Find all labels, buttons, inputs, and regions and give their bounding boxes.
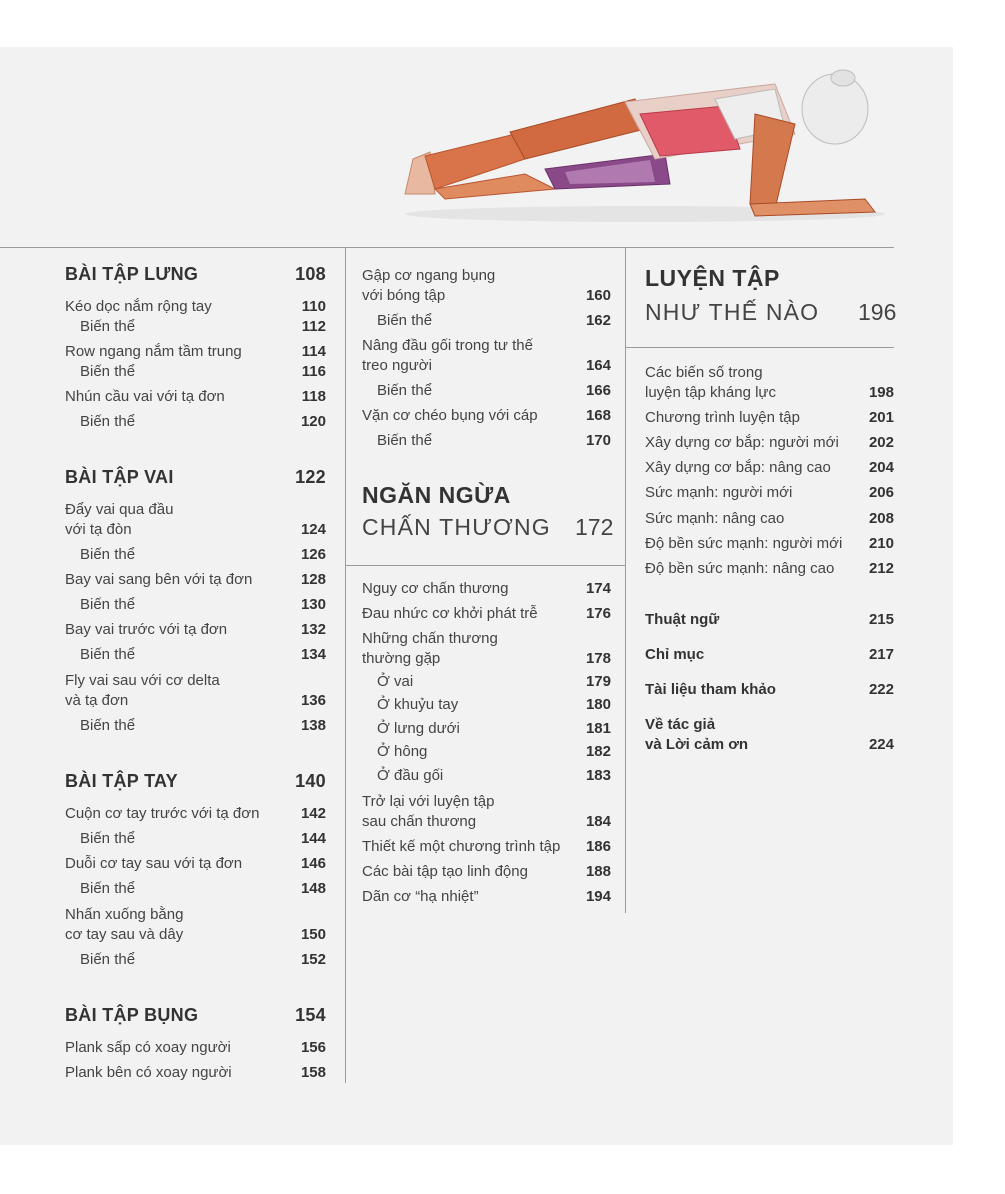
toc-entry-label-line1: Xây dựng cơ bắp: nâng cao xyxy=(645,459,831,476)
toc-entry-label-line1: Plank sấp có xoay người xyxy=(65,1039,231,1056)
chapter-page-number: 196 xyxy=(858,299,897,325)
toc-page-number: 183 xyxy=(585,767,611,784)
toc-entry[interactable] xyxy=(362,887,611,907)
anatomy-plank-illustration xyxy=(395,64,895,224)
toc-entry-label-line1: Vặn cơ chéo bụng với cáp xyxy=(362,407,538,424)
toc-page-number: 142 xyxy=(300,805,326,822)
toc-entry-label-line1: Biến thể xyxy=(377,432,433,449)
toc-entry-label-line2: luyện tập kháng lực xyxy=(645,384,776,401)
toc-entry-label-line1: Row ngang nắm tầm trung xyxy=(65,343,242,360)
toc-entry-label xyxy=(65,671,220,711)
toc-entry-label-line1: Biến thể xyxy=(80,363,136,380)
toc-page-number: 179 xyxy=(585,673,611,690)
toc-page-number: 184 xyxy=(585,813,611,830)
toc-entry-label xyxy=(362,579,508,599)
toc-entry-label-line1: Đẩy vai qua đầu xyxy=(65,501,174,518)
toc-entry[interactable] xyxy=(645,433,894,453)
toc-entry-label xyxy=(377,381,432,401)
toc-entry-label-line1: Nhún cầu vai với tạ đơn xyxy=(65,388,225,405)
toc-entry[interactable] xyxy=(65,595,326,615)
toc-entry[interactable] xyxy=(65,716,326,736)
toc-entry[interactable] xyxy=(65,342,326,362)
toc-entry[interactable] xyxy=(362,862,611,882)
toc-page-number: 120 xyxy=(300,413,326,430)
toc-page-number: 206 xyxy=(868,484,894,501)
toc-entry[interactable] xyxy=(645,645,894,665)
toc-entry-label xyxy=(645,645,704,665)
toc-entry-label xyxy=(377,431,432,451)
toc-entry-label xyxy=(645,433,839,453)
toc-entry-label-line1: Fly vai sau với cơ delta xyxy=(65,672,220,689)
toc-entry-label xyxy=(80,879,135,899)
toc-entry[interactable] xyxy=(362,406,611,426)
toc-entry[interactable] xyxy=(645,715,894,755)
toc-entry-label xyxy=(377,742,427,762)
toc-entry[interactable] xyxy=(362,695,611,715)
toc-entry[interactable] xyxy=(362,742,611,762)
toc-entry[interactable] xyxy=(65,671,326,711)
toc-page-number: 198 xyxy=(868,384,894,401)
toc-entry-label xyxy=(65,387,225,407)
toc-entry-label xyxy=(65,570,252,590)
toc-entry-label-line1: Bay vai sang bên với tạ đơn xyxy=(65,571,253,588)
toc-entry-label-line1: Ở vai xyxy=(377,673,414,690)
toc-entry-label xyxy=(65,1038,231,1058)
toc-entry[interactable] xyxy=(362,311,611,331)
section-title: BÀI TẬP BỤNG xyxy=(65,1005,199,1025)
toc-entry-label-line1: Ở hông xyxy=(377,743,428,760)
toc-entry-label xyxy=(362,604,538,624)
toc-page-number: 118 xyxy=(301,388,326,405)
toc-entry[interactable] xyxy=(645,534,894,554)
toc-entry-label-line1: Sức mạnh: nâng cao xyxy=(645,510,785,527)
toc-page-number: 116 xyxy=(301,363,326,380)
toc-entry-label xyxy=(65,620,227,640)
toc-entry[interactable] xyxy=(65,829,326,849)
toc-entry[interactable] xyxy=(362,766,611,786)
toc-entry[interactable] xyxy=(362,604,611,624)
toc-page-number: 124 xyxy=(300,521,326,538)
section-title: BÀI TẬP VAI xyxy=(65,467,174,487)
toc-entry-label-line1: Thuật ngữ xyxy=(645,611,720,628)
toc-entry[interactable] xyxy=(362,336,611,376)
toc-entry[interactable] xyxy=(65,905,326,945)
toc-page-number: 114 xyxy=(301,343,326,360)
toc-page-number: 178 xyxy=(585,650,611,667)
section-title: BÀI TẬP LƯNG xyxy=(65,264,199,284)
chapter-page-number: 172 xyxy=(575,514,614,540)
toc-entry-label-line1: Về tác giả xyxy=(645,716,716,733)
toc-entry-label-line1: Các bài tập tạo linh động xyxy=(362,863,528,880)
toc-entry-label-line1: Dãn cơ “hạ nhiệt” xyxy=(362,888,479,905)
toc-entry-label xyxy=(65,342,242,362)
toc-entry[interactable] xyxy=(645,610,894,630)
section-heading[interactable] xyxy=(65,771,326,792)
toc-entry-label-line1: Xây dựng cơ bắp: người mới xyxy=(645,434,839,451)
toc-page-number: 152 xyxy=(300,951,326,968)
toc-entry-label-line1: Trở lại với luyện tập xyxy=(362,793,495,810)
toc-entry[interactable] xyxy=(65,500,326,540)
toc-entry-label xyxy=(645,483,792,503)
toc-page-number: 166 xyxy=(585,382,611,399)
toc-page-number: 130 xyxy=(300,596,326,613)
toc-entry[interactable] xyxy=(362,837,611,857)
toc-page-number: 134 xyxy=(300,646,326,663)
chapter-title-line1: NGĂN NGỪA xyxy=(362,482,511,508)
toc-page-number: 224 xyxy=(868,736,894,753)
chapter-rule xyxy=(626,347,894,348)
toc-page-number: 156 xyxy=(300,1039,326,1056)
toc-entry[interactable] xyxy=(362,579,611,599)
chapter-title-line2: NHƯ THẾ NÀO xyxy=(645,299,820,325)
toc-entry-label-line2: sau chấn thương xyxy=(362,813,477,830)
section-page-number: 154 xyxy=(295,1005,326,1025)
toc-entry-label-line1: Biến thể xyxy=(80,646,136,663)
toc-entry-label-line1: Cuộn cơ tay trước với tạ đơn xyxy=(65,805,260,822)
toc-page-number: 170 xyxy=(585,432,611,449)
toc-page-number: 202 xyxy=(868,434,894,451)
toc-entry-label-line1: Ở khuỷu tay xyxy=(377,696,459,713)
toc-entry-label xyxy=(362,266,495,306)
toc-entry-label xyxy=(362,792,495,832)
toc-page-number: 110 xyxy=(301,298,326,315)
toc-entry-label-line1: Ở lưng dưới xyxy=(377,720,460,737)
toc-entry[interactable] xyxy=(645,509,894,529)
toc-page-number: 168 xyxy=(585,407,611,424)
toc-entry-label-line2: và Lời cảm ơn xyxy=(645,736,749,753)
toc-page-number: 128 xyxy=(300,571,326,588)
toc-page-number: 148 xyxy=(300,880,326,897)
section-heading[interactable] xyxy=(65,467,326,488)
toc-entry[interactable] xyxy=(65,620,326,640)
toc-entry-label-line1: Biến thể xyxy=(80,717,136,734)
toc-page-number: 138 xyxy=(300,717,326,734)
toc-entry[interactable] xyxy=(362,629,611,669)
toc-page-number: 136 xyxy=(300,692,326,709)
toc-entry-label xyxy=(645,363,776,403)
toc-entry-label-line1: Biến thể xyxy=(377,382,433,399)
toc-entry-label xyxy=(645,680,776,700)
toc-page-number: 158 xyxy=(300,1064,326,1081)
toc-entry[interactable] xyxy=(362,381,611,401)
toc-entry-label xyxy=(377,695,458,715)
toc-page-number: 222 xyxy=(868,681,894,698)
toc-entry-label xyxy=(80,412,135,432)
toc-entry-label-line1: Biến thể xyxy=(80,596,136,613)
toc-entry-label xyxy=(645,408,800,428)
section-page-number: 122 xyxy=(295,467,326,487)
toc-page-number: 160 xyxy=(585,287,611,304)
toc-page-number: 180 xyxy=(585,696,611,713)
toc-page-number: 217 xyxy=(868,646,894,663)
toc-entry[interactable] xyxy=(65,1038,326,1058)
toc-entry-label xyxy=(80,950,135,970)
toc-entry-label-line1: Sức mạnh: người mới xyxy=(645,484,793,501)
toc-page-number: 144 xyxy=(300,830,326,847)
section-heading[interactable] xyxy=(65,264,326,285)
toc-entry[interactable] xyxy=(362,266,611,306)
rule-top-col1 xyxy=(0,247,345,248)
toc-entry-label xyxy=(65,854,242,874)
toc-entry-label-line1: Độ bền sức mạnh: nâng cao xyxy=(645,560,835,577)
toc-entry-label xyxy=(80,595,135,615)
section-page-number: 140 xyxy=(295,771,326,791)
toc-entry-label xyxy=(362,336,533,376)
toc-entry[interactable] xyxy=(362,672,611,692)
toc-entry[interactable] xyxy=(65,297,326,317)
toc-entry-label-line1: Các biến số trong xyxy=(645,364,763,381)
toc-entry-label xyxy=(377,719,460,739)
toc-entry[interactable] xyxy=(645,483,894,503)
toc-entry[interactable] xyxy=(645,363,894,403)
toc-entry[interactable] xyxy=(65,387,326,407)
section-heading[interactable] xyxy=(65,1005,326,1026)
toc-page-number: 181 xyxy=(585,720,611,737)
toc-entry-label-line1: Biến thể xyxy=(80,318,136,335)
chapter-title-line1: LUYỆN TẬP xyxy=(645,265,780,291)
toc-entry-label-line2: và tạ đơn xyxy=(65,692,129,709)
toc-entry-label-line1: Những chấn thương xyxy=(362,630,498,647)
toc-entry-label xyxy=(377,311,432,331)
toc-page-number: 212 xyxy=(868,560,894,577)
toc-entry-label-line1: Gập cơ ngang bụng xyxy=(362,267,496,284)
toc-entry-label-line1: Biến thể xyxy=(377,312,433,329)
toc-entry-label-line1: Ở đầu gối xyxy=(377,767,444,784)
toc-entry-label xyxy=(645,458,831,478)
toc-entry-label xyxy=(65,804,259,824)
toc-page-number: 201 xyxy=(868,409,894,426)
toc-entry-label-line1: Đau nhức cơ khởi phát trễ xyxy=(362,605,538,622)
toc-entry-label xyxy=(377,766,443,786)
toc-entry-label xyxy=(80,829,135,849)
toc-page-number: 188 xyxy=(585,863,611,880)
toc-entry[interactable] xyxy=(65,545,326,565)
toc-entry-label-line1: Biến thể xyxy=(80,951,136,968)
toc-entry[interactable] xyxy=(65,412,326,432)
toc-entry[interactable] xyxy=(362,431,611,451)
toc-entry-label-line1: Thiết kế một chương trình tập xyxy=(362,838,561,855)
section-page-number: 108 xyxy=(295,264,326,284)
toc-entry-label xyxy=(65,500,173,540)
toc-entry-label-line1: Tài liệu tham khảo xyxy=(645,681,776,698)
toc-entry[interactable] xyxy=(645,680,894,700)
toc-entry-label xyxy=(80,645,135,665)
toc-entry[interactable] xyxy=(65,854,326,874)
toc-entry-label-line1: Biến thể xyxy=(80,546,136,563)
toc-entry-label-line1: Duỗi cơ tay sau với tạ đơn xyxy=(65,855,243,872)
toc-entry-label xyxy=(362,862,528,882)
toc-entry[interactable] xyxy=(65,804,326,824)
toc-entry-label-line1: Chỉ mục xyxy=(645,646,705,663)
toc-page-number: 186 xyxy=(585,838,611,855)
toc-page-number: 132 xyxy=(300,621,326,638)
toc-entry-label-line2: treo người xyxy=(362,357,432,374)
chapter-rule xyxy=(346,565,625,566)
toc-entry[interactable] xyxy=(65,645,326,665)
toc-entry-label-line1: Nâng đầu gối trong tư thế xyxy=(362,337,533,354)
toc-entry-label-line2: thường gặp xyxy=(362,650,441,667)
toc-page-number: 174 xyxy=(585,580,611,597)
toc-entry-label-line1: Nguy cơ chấn thương xyxy=(362,580,509,597)
toc-page-number: 210 xyxy=(868,535,894,552)
toc-entry-label-line2: cơ tay sau và dây xyxy=(65,926,184,943)
divider-col1 xyxy=(345,247,346,1083)
toc-entry-label xyxy=(65,297,212,317)
toc-entry-label xyxy=(80,716,135,736)
toc-page-number: 150 xyxy=(300,926,326,943)
toc-entry[interactable] xyxy=(65,1063,326,1083)
rule-top-col3 xyxy=(626,247,894,248)
toc-entry[interactable] xyxy=(65,879,326,899)
rule-top-col2 xyxy=(346,247,625,248)
toc-entry-label-line1: Nhấn xuống bằng xyxy=(65,906,184,923)
toc-entry-label-line2: với bóng tập xyxy=(362,287,446,304)
toc-entry-label xyxy=(362,629,498,669)
toc-entry-label xyxy=(80,317,135,337)
toc-entry[interactable] xyxy=(645,408,894,428)
toc-entry-label xyxy=(362,406,538,426)
toc-entry[interactable] xyxy=(65,362,326,382)
section-title: BÀI TẬP TAY xyxy=(65,771,178,791)
toc-page-number: 204 xyxy=(868,459,894,476)
toc-page-number: 208 xyxy=(868,510,894,527)
toc-entry-label xyxy=(362,887,479,907)
toc-entry-label-line1: Biến thể xyxy=(80,830,136,847)
toc-entry-label-line1: Plank bên có xoay người xyxy=(65,1064,232,1081)
toc-entry-label xyxy=(645,715,748,755)
toc-page-number: 162 xyxy=(585,312,611,329)
toc-entry-label xyxy=(645,559,834,579)
toc-page-number: 112 xyxy=(301,318,326,335)
toc-page-number: 146 xyxy=(300,855,326,872)
toc-page-number: 194 xyxy=(585,888,611,905)
toc-entry-label xyxy=(377,672,413,692)
toc-entry[interactable] xyxy=(362,792,611,832)
toc-entry[interactable] xyxy=(645,458,894,478)
toc-entry-label xyxy=(65,905,183,945)
toc-page-number: 182 xyxy=(585,743,611,760)
toc-entry[interactable] xyxy=(362,719,611,739)
toc-entry-label xyxy=(80,545,135,565)
toc-entry-label xyxy=(645,534,842,554)
toc-entry-label-line1: Bay vai trước với tạ đơn xyxy=(65,621,228,638)
toc-entry-label-line2: với tạ đòn xyxy=(65,521,132,538)
toc-entry-label-line1: Biến thể xyxy=(80,880,136,897)
toc-entry-label-line1: Độ bền sức mạnh: người mới xyxy=(645,535,843,552)
toc-entry[interactable] xyxy=(65,317,326,337)
toc-entry-label-line1: Chương trình luyện tập xyxy=(645,409,800,426)
toc-entry[interactable] xyxy=(65,570,326,590)
toc-entry-label xyxy=(65,1063,232,1083)
toc-entry-label-line1: Kéo dọc nắm rộng tay xyxy=(65,298,212,315)
toc-entry[interactable] xyxy=(645,559,894,579)
toc-entry-label-line1: Biến thể xyxy=(80,413,136,430)
toc-entry[interactable] xyxy=(65,950,326,970)
toc-entry-label xyxy=(80,362,135,382)
toc-entry-label xyxy=(645,610,719,630)
toc-page-number: 215 xyxy=(868,611,894,628)
toc-page-number: 164 xyxy=(585,357,611,374)
toc-page-number: 126 xyxy=(300,546,326,563)
chapter-title-line2: CHẤN THƯƠNG xyxy=(362,514,551,540)
toc-page-number: 176 xyxy=(585,605,611,622)
toc-entry-label xyxy=(645,509,784,529)
toc-entry-label xyxy=(362,837,560,857)
